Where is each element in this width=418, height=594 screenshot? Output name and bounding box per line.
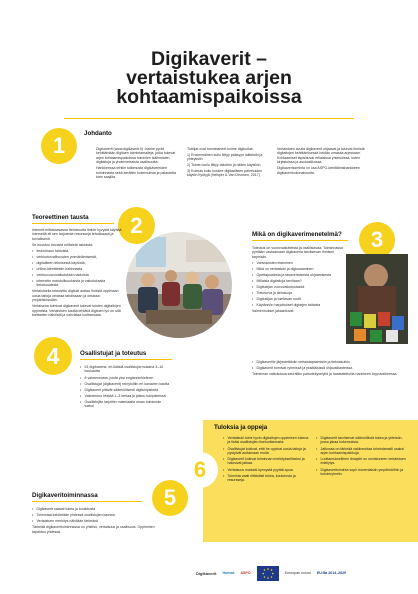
section-1-col3 [277,147,365,177]
section-6-item: • Digikaveritoiminta sopii monenlaisiin ympäristöihin ja kohderyhmiin. [316,468,410,477]
section-2-body [32,228,124,319]
section-5-item: • Toimintaa kehitetään yhdessä osallistujien kanssa [32,513,157,517]
section-2-p4: Vertaisena toimivat digikaverit tukevat toisten digitaitojen oppimista. Vertaistuen kautta tehtävä digituen työ on sitä tuettavien näköistä ja vahvistaa luottamusta. [32,304,121,317]
section-6-heading: Tuloksia ja oppeja [214,424,268,431]
section-2-item: • verkkovuorovaikutuksen taidoista [32,273,124,277]
section-2-divider [32,223,114,224]
section-2-p1: Internet-mittakaavassa tietoisuutta ilmiön kyvystä käyttää internetiä eli sen tarjoamia resursseja tehokkaasti ja turvallisesti. [32,228,122,241]
section-5-item: • Digikaverit saavat tukea ja koulutusta [32,507,157,511]
section-6-item: • Vertaistuki toimi hyvin digitaitojen oppimisen tukena ja lisäsi osallistujien itseluottamusta. [223,436,311,445]
logo-row [196,562,408,584]
section-5-outro: Tärkeää digikaveritoiminnassa on yhteisö, vertaisuus ja osallisuus. Oppiminen tapahtuu yhdessä. [32,525,155,534]
section-4-item: • 51 digikaveria, eri-ikäisiä osallistujia mukana 3–10 kuukautta [80,365,170,374]
section-1-col2-item3: 3) Kolmas kuilu koskee digitaalisten palveluiden käytön hyötyjä (Helsper & Van Deursen, 2017) [187,168,263,178]
section-4-heading: Osallistujat ja toteutus [80,350,147,357]
section-2-p2: Se koostuu monista erillisistä taidoista: [32,242,93,247]
section-1-col3-p2: Digikaveritoiminta on osa ASPO-kehittämishankkeen digikaverikokonaisuutta. [277,166,360,175]
eu-flag-icon [257,566,279,581]
section-6-col2-list [316,436,410,476]
section-3-number: 3 [359,222,395,258]
section-3-item: • Digitukijan ja tuettavan roolit [252,297,344,301]
section-2-item: • tiedonhaun taidoista, [32,249,124,253]
section-6-item: • Luottamuksellinen ilmapiiri on onnistuneen vertaistuen edellytys. [316,457,410,466]
section-6-col1-list [223,436,311,482]
section-3-body [252,246,344,315]
section-3-heading: Mikä on digikaverimenetelmä? [252,231,342,238]
section-4-body [80,365,170,410]
section-6-item: • Toiminta vaati riittävästi tukea, koulutusta ja resursseja. [223,474,311,483]
section-3-item: • Digitukijan vuorovaikutustaidot [252,285,344,289]
section-1-number: 1 [41,128,77,164]
title-line-2: vertaistukea arjen [126,67,292,89]
section-4-item: • 8 valmennusta, joista yksi englanninkielinen [80,376,170,380]
humak-logo: Humak [222,571,235,575]
section-3-item: • Käytännön harjoitukset digiarjen taitoista [252,303,344,307]
section-3-body-2 [252,360,402,378]
section-1-col2-intro: Tutkijat ovat tunnistaneet kolme digikuilua: [187,147,254,151]
section-6-item: • Jatkossa on tärkeää vakiinnuttaa toimintamalli osaksi arjen kohtaamispaikkoja. [316,447,410,456]
section-1-col1-p1: Digikaverit (www.digikaverit.fi) -hanke pyrkii kehittämään digituen toimintamalleja, jotka tukevat arjen kohtaamispaikoissa toimivien ikäihmisten digitaitoja ja yhdenvertaista osallisuutta. [96,147,176,165]
section-5-heading: Digikaveritoiminnassa [32,492,98,499]
section-3-item: • Millaisia digitaitoja tarvitaan? [252,279,344,283]
section-4-divider [80,359,172,360]
group-photo-image [126,232,232,338]
section-2-heading: Teoreettinen tausta [32,214,89,221]
section-2-item: • verkkoturvallisuuden ymmärtämisestä, [32,255,124,259]
section-1-col2-item2: 2) Toinen kuilu liittyy taitoihin ja niiden käyttöön [187,163,261,168]
section-6-item: • Osallistujat kokivat, että he oppivat uusia taitoja ja pystyivät auttamaan muita. [223,447,311,456]
section-1-col3-p1: Vertaistuen avulla digikaverit ohjaavat ja tukevat ihmisiä digitaitojen kehittämisessä heidän omassa arjessaan. Kohtaamiset tapahtuvat erilaisissa yhteisöissä, kuten kirjastoissa ja asukastiloissa. [277,147,365,165]
title-line-1: Digikaverit – [151,48,267,70]
section-4-list [80,365,170,409]
section-6-item: • Digikaverit kokivat toiminnan merkitykselliseksi ja halusivat jatkaa. [223,457,311,466]
section-3-intro: Toteutus on vuorovaikutteista ja osallistavaa. Toiminnassa pyritään vastaamaan digikaveria tarvitsevan ihmisen tarpeisiin. [252,246,343,259]
cards-photo [346,254,408,344]
section-2-number: 2 [118,207,155,244]
group-photo [126,232,232,338]
poster-title [84,50,334,107]
title-divider [64,118,354,119]
section-3-divider [252,240,348,241]
section-3-item: • Mikä on vertaistuki ja digiosaaminen [252,267,344,271]
eu-funding-logo: EU:lta 2014–2020 [316,571,347,575]
section-3-item: • Tietoturva ja tietosuoja [252,291,344,295]
section-4-item: • Digikaverit pitävät säännöllisesti digitukipisteitä [80,388,170,392]
digikaverit-logo: Digikaverit [196,570,217,576]
section-4-item: • Valmennus kestää 1–3 kertaa ja jatkuu tukipisteissä [80,394,170,398]
section-1-col2 [187,147,269,179]
cards-photo-image [346,254,408,344]
section-1-heading: Johdanto [84,130,112,137]
section-2-item: • digilaitteen teknisestä käytöstä, [32,261,124,265]
section-2-item: • internetin mahdollisuuksista ja vaikutuksista tietoisuudesta [32,279,124,288]
section-3-list [252,261,344,308]
section-5-number: 5 [152,480,188,516]
section-3-outro: Toiminnan vaikutuksia seurattiin palautekyselyllä ja haastatteluilla hankkeen loppuvaiheessa. [252,372,398,377]
section-6-col2 [316,436,410,478]
section-6-item: • Digikaverit tarvitsevat säännöllistä tukea ja yhteisön, jossa jakaa kokemuksia. [316,436,410,445]
section-6-item: • Vertaisuus madalsi kynnystä pyytää apua. [223,468,311,472]
section-3-sub-item: • Digikaverit toimivat ryhmissä ja yksittäisissä ohjaustilanteissa [252,366,402,370]
section-4-item: • Osallistujat (digikaverit) rekrytoitiin eri kanavien kautta [80,382,170,386]
section-5-divider [32,501,142,502]
section-1-col1 [96,147,179,181]
section-3-sub-intro: Valmennukset jakaantuvat: [252,309,295,314]
section-6-col1 [223,436,311,484]
section-3-sub-item: • Digikaverille järjestettäviin vertaistapaamisiin ja tietoiskuihin [252,360,402,364]
section-3-item: • Opettajuudesta ja tasavertaisesta ohjaamisesta [252,273,344,277]
section-5-body [32,507,157,535]
eu-text: Euroopan unioni [284,571,311,575]
aspo-logo: ASPO [240,571,251,575]
title-line-3: kohtaamispaikoissa [116,86,302,108]
section-4-item: • Osallistujille tarjottiin materiaalia oman toiminnan tueksi [80,400,170,409]
section-5-item: • Vertaistuen merkitys nähdään tärkeänä [32,519,157,523]
section-3-sub-list [252,360,402,371]
section-3-item: • Vahvuuksien etsiminen [252,261,344,265]
section-2-p3: Vertaistuella toteutettu digituki auttaa ihmisiä oppimaan uusia taitoja omassa tahdissaan ja omassa ympäristössään. [32,289,119,303]
section-6-number: 6 [182,452,218,488]
section-2-item: • online-identiteetin hallinnasta [32,267,124,271]
section-5-list [32,507,157,524]
section-4-number: 4 [34,337,72,375]
section-1-col2-item1: 1) Ensimmäinen kuilu liittyy pääsyyn laitteisiin ja yhteyksiin [187,152,263,162]
section-1-col1-p2: Hankkeessa tehtiin tutkimusta digikavereiden toiminnasta sekä kerättiin kokemuksia ja palautetta tuen saajilta. [96,166,177,180]
section-2-list [32,249,124,288]
